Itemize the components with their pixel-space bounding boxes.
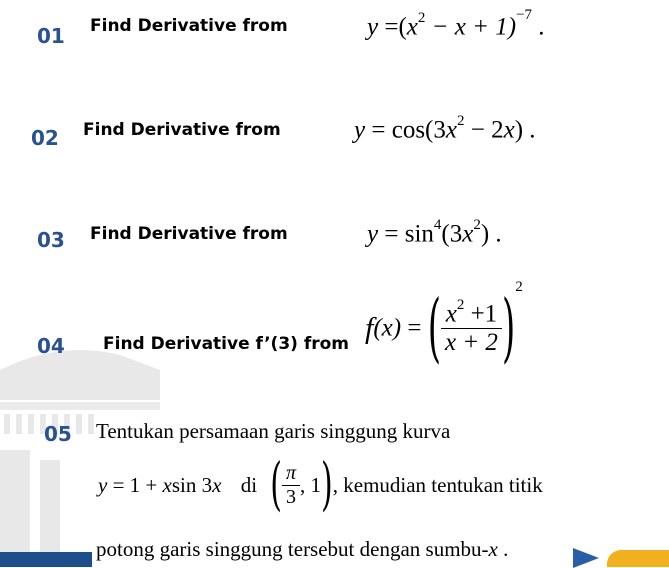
eq4-denominator: x + 2 (444, 329, 498, 357)
p5-eq-lhs: y (98, 473, 108, 497)
bottom-right-arrow (573, 548, 599, 568)
eq4-right-paren: ) (501, 284, 516, 373)
eq2-rest: − 2 (464, 116, 504, 144)
eq3-exp4: 4 (433, 217, 442, 233)
problem-number-03: 03 (37, 228, 65, 252)
eq1-rest: − x + 1) (425, 13, 517, 41)
problem-number-05: 05 (44, 422, 72, 446)
p5-line2-rest: , kemudian tentukan titik (332, 473, 543, 497)
problem-label-02: Find Derivative from (83, 120, 281, 140)
bottom-left-bar (0, 552, 92, 567)
eq1-open: ( (398, 13, 407, 41)
problem-label-01: Find Derivative from (90, 16, 288, 36)
p5-eq-x: x (162, 473, 172, 497)
eq4-equals: = (407, 314, 422, 342)
problem5-line1: Tentukan persamaan garis singgung kurva (96, 419, 451, 443)
eq2-period: . (529, 116, 536, 144)
problem-number-04: 04 (37, 334, 65, 358)
eq4-left-paren: ( (427, 284, 441, 373)
eq2-x2: x (503, 116, 515, 144)
eq2-equals: = (371, 116, 386, 144)
problem5-line3 (96, 537, 508, 562)
p5-three: 3 (286, 486, 297, 508)
eq2-x: x (445, 116, 457, 144)
eq3-equals: = (384, 220, 399, 248)
p5-right-paren: ) (321, 452, 333, 519)
p5-eq-sin: sin 3 (171, 473, 213, 497)
p5-point-y: , 1 (300, 473, 322, 497)
eq4-fraction (441, 297, 502, 357)
background-building-graphic (0, 330, 163, 567)
p5-pi: π (282, 462, 300, 486)
equation-01 (367, 7, 545, 41)
eq3-lhs: y (367, 220, 379, 248)
eq3-open: (3 (441, 220, 463, 248)
eq3-close: ) (480, 220, 490, 248)
p5-di: di (240, 473, 258, 497)
eq4-outer-exponent: 2 (515, 279, 523, 296)
eq3-x: x (462, 220, 474, 248)
eq2-lhs: y (354, 116, 366, 144)
equation-02 (354, 113, 536, 144)
eq1-lhs: y (367, 13, 379, 41)
eq3-exp2: 2 (473, 217, 481, 233)
eq3-period: . (495, 220, 502, 248)
p5-point-fraction (282, 462, 300, 509)
eq2-exp2: 2 (456, 113, 465, 129)
bottom-right-tab (607, 550, 669, 567)
eq1-x: x (406, 13, 418, 41)
eq4-arg: (x) (373, 314, 402, 342)
problem-label-04: Find Derivative f’(3) from (103, 334, 350, 354)
eq1-exponent: −7 (516, 7, 533, 23)
p5-eq-x2: x (212, 473, 222, 497)
eq1-exp2: 2 (417, 10, 426, 26)
eq4-lhs: f (365, 311, 374, 345)
p5-line3-x: x (488, 537, 498, 561)
p5-line3-text: potong garis singgung tersebut dengan sumbu- (96, 537, 489, 561)
eq2-close: ) (514, 116, 524, 144)
eq1-period: . (538, 13, 545, 41)
eq1-equals: = (384, 13, 399, 41)
eq2-fn: cos(3 (391, 116, 446, 144)
problem5-line2 (98, 452, 543, 522)
equation-04 (365, 279, 523, 380)
problem-label-03: Find Derivative from (90, 224, 288, 244)
eq3-fn: sin (404, 220, 434, 248)
p5-left-paren: ( (270, 452, 282, 519)
p5-eq-rhs: = 1 + (107, 473, 163, 497)
eq4-numerator: $x^2 +1$ (441, 300, 502, 329)
problem-number-02: 02 (31, 126, 59, 150)
equation-03 (367, 217, 502, 248)
problem-number-01: 01 (37, 24, 65, 48)
p5-line3-end: . (497, 537, 509, 561)
